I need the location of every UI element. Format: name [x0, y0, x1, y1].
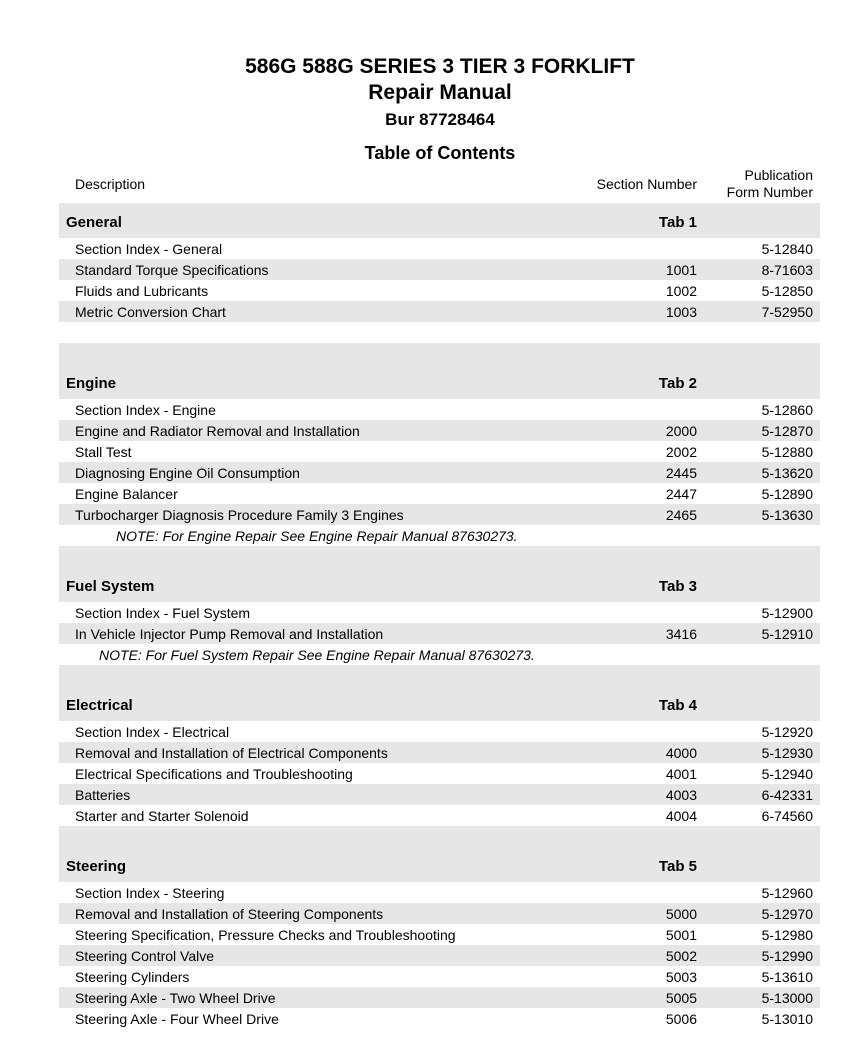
row-section-number: 1001 [665, 262, 697, 278]
table-row [59, 742, 820, 763]
table-row [59, 882, 820, 903]
row-publication-number: 7-52950 [761, 304, 813, 320]
row-spacer [59, 322, 820, 343]
section-tab: Tab 2 [658, 375, 697, 392]
row-description: Steering Axle - Four Wheel Drive [75, 1011, 279, 1027]
table-row [59, 623, 820, 644]
row-description: Section Index - Steering [75, 885, 225, 901]
section-2 [59, 567, 820, 686]
publication-column-header [727, 167, 813, 201]
table-row [59, 721, 820, 742]
row-description: Steering Axle - Two Wheel Drive [75, 990, 276, 1006]
row-section-number: 1002 [665, 283, 697, 299]
row-description: Section Index - Electrical [75, 724, 230, 740]
row-description: Steering Cylinders [75, 969, 190, 985]
publication-header-line1: Publication [744, 167, 813, 183]
row-publication-number: 5-12920 [761, 724, 813, 740]
row-publication-number: 5-12900 [761, 605, 813, 621]
row-description: Electrical Specifications and Troubleshooting [75, 766, 353, 782]
row-section-number: 5003 [665, 969, 697, 985]
row-section-number: 5006 [665, 1011, 697, 1027]
row-section-number: 5000 [665, 906, 697, 922]
section-tab: Tab 1 [658, 214, 697, 231]
row-publication-number: 5-12990 [761, 948, 813, 964]
table-row [59, 259, 820, 280]
table-row [59, 504, 820, 525]
section-tab: Tab 4 [658, 697, 697, 714]
section-note [59, 644, 820, 665]
section-3 [59, 686, 820, 847]
table-row [59, 441, 820, 462]
row-description: Section Index - Fuel System [75, 605, 251, 621]
row-description: Engine and Radiator Removal and Installation [75, 423, 360, 439]
section-name: Fuel System [66, 578, 155, 595]
row-section-number: 4000 [665, 745, 697, 761]
row-description: Steering Specification, Pressure Checks and Troubleshooting [75, 927, 456, 943]
row-publication-number: 5-13630 [761, 507, 813, 523]
toc-title: Table of Contents [364, 143, 516, 163]
table-row [59, 301, 820, 322]
section-0 [59, 203, 820, 364]
table-row [59, 784, 820, 805]
table-row [59, 483, 820, 504]
row-section-number: 2465 [665, 507, 697, 523]
row-description: Steering Control Valve [75, 948, 215, 964]
row-spacer [59, 826, 820, 847]
section-tab: Tab 5 [658, 858, 697, 875]
section-heading [59, 203, 820, 238]
row-section-number: 5002 [665, 948, 697, 964]
row-publication-number: 8-71603 [761, 262, 813, 278]
row-section-number: 1003 [665, 304, 697, 320]
row-publication-number: 5-12840 [761, 241, 813, 257]
table-row [59, 602, 820, 623]
note-text: NOTE: For Engine Repair See Engine Repair Manual 87630273. [116, 528, 518, 544]
row-description: Standard Torque Specifications [75, 262, 269, 278]
table-row [59, 903, 820, 924]
table-row [59, 966, 820, 987]
row-description: Removal and Installation of Electrical Components [75, 745, 388, 761]
row-publication-number: 5-12930 [761, 745, 813, 761]
document-header [0, 54, 857, 166]
row-description: Batteries [75, 787, 131, 803]
row-publication-number: 5-13000 [761, 990, 813, 1006]
row-publication-number: 5-12940 [761, 766, 813, 782]
section-name: Engine [66, 375, 117, 392]
row-publication-number: 5-12910 [761, 626, 813, 642]
table-row [59, 945, 820, 966]
row-description: Section Index - Engine [75, 402, 216, 418]
publication-header-line2: Form Number [726, 184, 813, 200]
section-heading [59, 847, 820, 882]
row-publication-number: 5-12980 [761, 927, 813, 943]
bur-number: Bur 87728464 [385, 110, 495, 129]
table-row [59, 924, 820, 945]
section-heading [59, 686, 820, 721]
row-description: Engine Balancer [75, 486, 178, 502]
column-headers [59, 166, 820, 202]
row-publication-number: 5-12880 [761, 444, 813, 460]
row-section-number: 2000 [665, 423, 697, 439]
section-1 [59, 364, 820, 567]
row-publication-number: 6-42331 [761, 787, 813, 803]
table-row [59, 462, 820, 483]
row-description: Stall Test [75, 444, 132, 460]
row-section-number: 2002 [665, 444, 697, 460]
row-publication-number: 6-74560 [761, 808, 813, 824]
section-heading [59, 364, 820, 399]
row-section-number: 4003 [665, 787, 697, 803]
row-section-number: 5005 [665, 990, 697, 1006]
row-description: Removal and Installation of Steering Components [75, 906, 384, 922]
row-description: Diagnosing Engine Oil Consumption [75, 465, 300, 481]
row-section-number: 2445 [665, 465, 697, 481]
row-publication-number: 5-12850 [761, 283, 813, 299]
row-description: Fluids and Lubricants [75, 283, 209, 299]
row-publication-number: 5-12970 [761, 906, 813, 922]
table-row [59, 420, 820, 441]
row-section-number: 2447 [665, 486, 697, 502]
row-spacer [59, 546, 820, 567]
row-section-number: 4001 [665, 766, 697, 782]
row-description: Turbocharger Diagnosis Procedure Family 3 Engines [75, 507, 404, 523]
row-description: In Vehicle Injector Pump Removal and Installation [75, 626, 384, 642]
description-column-header: Description [75, 176, 146, 192]
note-text: NOTE: For Fuel System Repair See Engine Repair Manual 87630273. [99, 647, 535, 663]
table-row [59, 238, 820, 259]
row-section-number: 4004 [665, 808, 697, 824]
row-section-number: 3416 [665, 626, 697, 642]
row-publication-number: 5-12870 [761, 423, 813, 439]
table-row [59, 1008, 820, 1029]
row-publication-number: 5-13620 [761, 465, 813, 481]
table-row [59, 280, 820, 301]
section-name: General [66, 214, 122, 231]
section-name: Steering [66, 858, 127, 875]
row-publication-number: 5-13610 [761, 969, 813, 985]
row-description: Section Index - General [75, 241, 223, 257]
section-heading [59, 567, 820, 602]
row-publication-number: 5-12960 [761, 885, 813, 901]
table-row [59, 763, 820, 784]
table-row [59, 987, 820, 1008]
table-row [59, 805, 820, 826]
table-of-contents [59, 203, 820, 1029]
row-spacer [59, 343, 820, 364]
row-description: Metric Conversion Chart [75, 304, 226, 320]
manual-title: 586G 588G SERIES 3 TIER 3 FORKLIFT [245, 55, 635, 78]
manual-subtitle: Repair Manual [368, 81, 512, 104]
row-spacer [59, 665, 820, 686]
section-tab: Tab 3 [658, 578, 697, 595]
row-publication-number: 5-12890 [761, 486, 813, 502]
section-name: Electrical [66, 697, 133, 714]
table-row [59, 399, 820, 420]
row-section-number: 5001 [665, 927, 697, 943]
section-number-column-header: Section Number [596, 176, 697, 192]
row-publication-number: 5-13010 [761, 1011, 813, 1027]
section-4 [59, 847, 820, 1029]
row-description: Starter and Starter Solenoid [75, 808, 249, 824]
row-publication-number: 5-12860 [761, 402, 813, 418]
section-note [59, 525, 820, 546]
